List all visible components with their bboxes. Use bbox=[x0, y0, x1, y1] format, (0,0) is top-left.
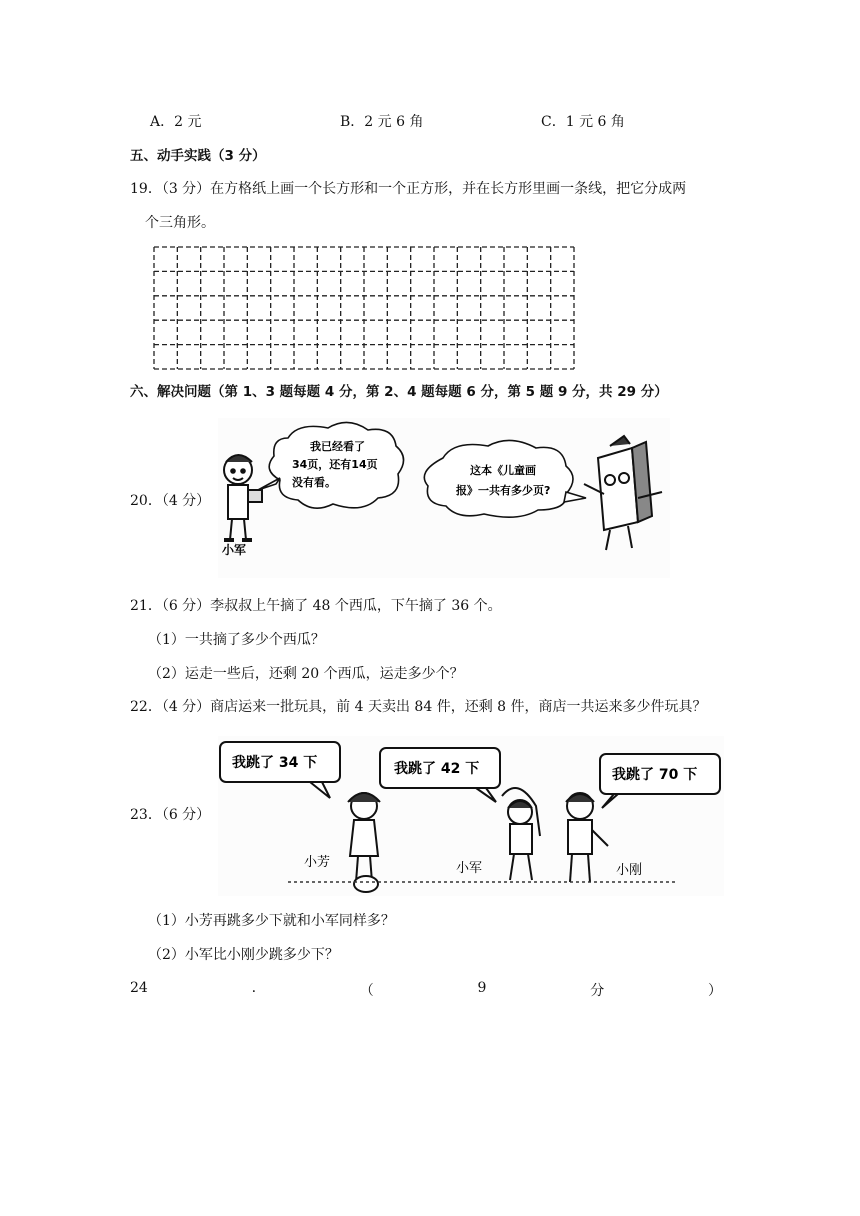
q23-illustration bbox=[218, 736, 724, 896]
bubble2-line2: 报》一共有多少页? bbox=[456, 484, 551, 497]
q20-boy-name: 小军 bbox=[222, 543, 247, 557]
q24-number: 24 bbox=[130, 980, 148, 996]
q23-sub2: （2）小军比小刚少跳多少下？ bbox=[148, 947, 339, 963]
q22-stem: 22．（4 分）商店运来一批玩具，前 4 天卖出 84 件，还剩 8 件，商店一共运来多少件玩具？ bbox=[130, 699, 707, 715]
q21-sub2: （2）运走一些后，还剩 20 个西瓜，运走多少个？ bbox=[148, 666, 464, 682]
q20-illustration bbox=[218, 418, 670, 578]
name-xiaofang: 小芳 bbox=[304, 855, 331, 870]
bubble-34: 我跳了 34 下 bbox=[232, 755, 318, 771]
q21-stem: 21．（6 分）李叔叔上午摘了 48 个西瓜，下午摘了 36 个。 bbox=[130, 598, 502, 614]
q23-label: 23．（6 分） bbox=[130, 807, 211, 823]
option-c: C．1 元 6 角 bbox=[541, 114, 625, 130]
dashed-grid-paper[interactable] bbox=[153, 246, 575, 370]
bubble1-line2: 34页，还有14页 bbox=[292, 458, 378, 471]
q24-points: 9 bbox=[477, 980, 487, 996]
q21-sub1: （1）一共摘了多少个西瓜？ bbox=[148, 632, 325, 648]
bubble-42: 我跳了 42 下 bbox=[394, 761, 480, 777]
q24-line bbox=[130, 980, 722, 1000]
name-xiaogang: 小刚 bbox=[616, 863, 643, 878]
section-6-title: 六、解决问题（第 1、3 题每题 4 分，第 2、4 题每题 6 分，第 5 题 9 分，共 29 分） bbox=[130, 384, 668, 400]
q24-open-paren: （ bbox=[359, 983, 374, 999]
bubble1-line3: 没有看。 bbox=[292, 476, 336, 489]
bubble2-line1: 这本《儿童画 bbox=[470, 464, 536, 477]
q19-line2: 个三角形。 bbox=[145, 215, 215, 231]
q20-label: 20．（4 分） bbox=[130, 493, 211, 509]
q23-sub1: （1）小芳再跳多少下就和小军同样多？ bbox=[148, 913, 395, 929]
bubble1-line1: 我已经看了 bbox=[310, 440, 365, 453]
q19-line1: 19．（3 分）在方格纸上画一个长方形和一个正方形，并在长方形里画一条线，把它分成两 bbox=[130, 181, 687, 197]
q24-fen: 分 bbox=[590, 983, 605, 999]
name-xiaojun: 小军 bbox=[456, 861, 483, 876]
section-5-title: 五、动手实践（3 分） bbox=[130, 148, 266, 164]
option-a: A．2 元 bbox=[150, 114, 202, 130]
bubble-70: 我跳了 70 下 bbox=[612, 767, 698, 783]
q24-dot: . bbox=[251, 980, 257, 996]
q24-close-paren: ） bbox=[707, 983, 722, 999]
option-b: B．2 元 6 角 bbox=[340, 114, 424, 130]
